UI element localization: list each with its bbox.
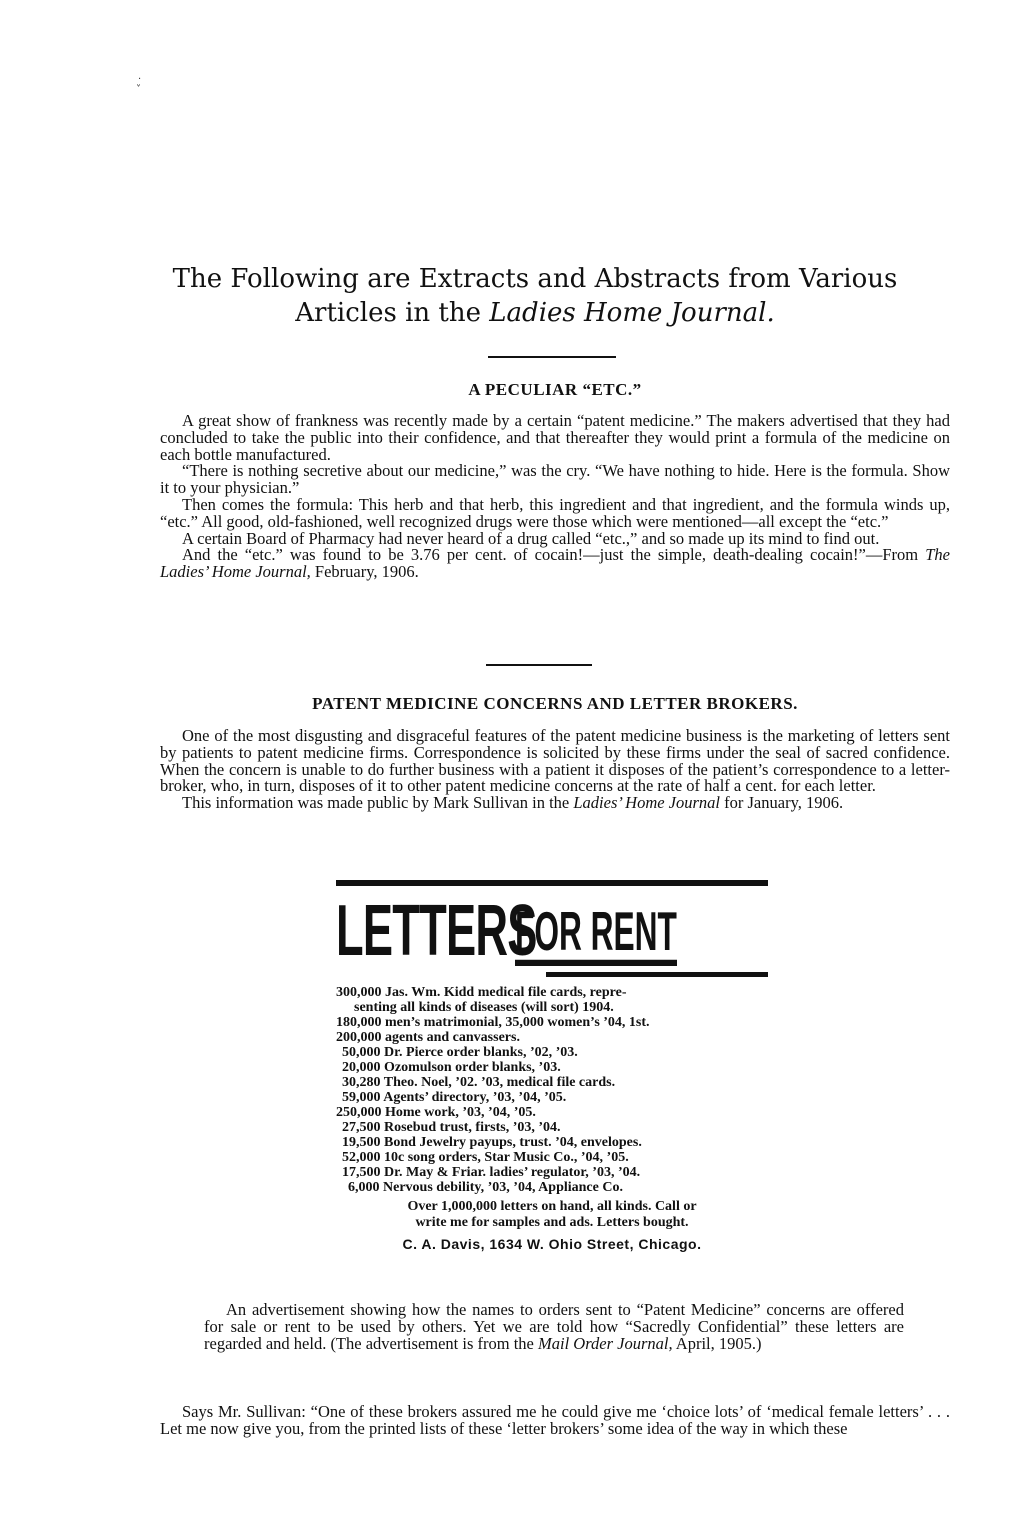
ad-note-line: write me for samples and ads. Letters bought. bbox=[415, 1215, 689, 1230]
section-2-text: This information was made public by Mark Sullivan in the bbox=[182, 793, 574, 813]
section-1-source: The Ladies’ Home Journal, bbox=[160, 545, 950, 582]
section-2-heading: PATENT MEDICINE CONCERNS AND LETTER BROKERS. bbox=[312, 694, 798, 713]
ad-list-item: 200,000 agents and canvassers. bbox=[336, 1030, 520, 1045]
title-journal-name: Ladies Home Journal. bbox=[489, 298, 775, 328]
ad-address: C. A. Davis, 1634 W. Ohio Street, Chicago. bbox=[402, 1236, 702, 1252]
ad-caption-text: An advertisement showing how the names to orders sent to “Patent Medicine” concerns are offered for sale or rent to be used by others. Yet we are told how “Sacredly Confidential” these letters are regarded and held. (The advertisement is from the bbox=[204, 1300, 904, 1353]
ad-list-item: 52,000 10c song orders, Star Music Co., ’04, ’05. bbox=[342, 1150, 629, 1165]
ad-caption bbox=[204, 1302, 904, 1352]
ad-list-item: senting all kinds of diseases (will sort) 1904. bbox=[354, 1000, 614, 1015]
section-2-body bbox=[160, 728, 950, 812]
section-divider bbox=[486, 664, 592, 666]
ad-list-item: 27,500 Rosebud trust, firsts, ’03, ’04. bbox=[342, 1120, 561, 1135]
ad-list-item: 6,000 Nervous debility, ’03, ’04, Appliance Co. bbox=[348, 1180, 623, 1195]
section-1-paragraph: Then comes the formula: This herb and that herb, this ingredient and that ingredient, and the formula winds up, “etc.” All good, old-fashioned, well recognized drugs were those which were mentioned—all except the “etc.” bbox=[160, 494, 950, 531]
ad-list-item: 300,000 Jas. Wm. Kidd medical file cards, repre- bbox=[336, 985, 627, 1000]
section-1-last-text: And the “etc.” was found to be 3.76 per cent. of cocain!—just the simple, death-dealing cocain!”—From bbox=[182, 545, 926, 565]
section-1-paragraph: “There is nothing secretive about our medicine,” was the cry. “We have nothing to hide. Here is the formula. Show it to your physician.” bbox=[160, 461, 950, 498]
ad-list-item: 30,280 Theo. Noel, ’02. ’03, medical file cards. bbox=[342, 1075, 616, 1090]
page-speck: · bbox=[138, 74, 142, 85]
ad-caption-source: Mail Order Journal, bbox=[538, 1333, 673, 1353]
ad-list-item: 59,000 Agents’ directory, ’03, ’04, ’05. bbox=[342, 1090, 567, 1105]
ad-list bbox=[336, 985, 768, 1195]
title-line-1: The Following are Extracts and Abstracts from Various bbox=[172, 264, 898, 294]
document-title bbox=[140, 262, 930, 330]
section-2-paragraph bbox=[160, 795, 950, 812]
section-1-heading: A PECULIAR “ETC.” bbox=[468, 380, 642, 399]
ad-underline-bar bbox=[546, 972, 768, 977]
ad-list-item: 50,000 Dr. Pierce order blanks, ’02, ’03. bbox=[342, 1045, 578, 1060]
page-speck: ˅ bbox=[136, 84, 141, 95]
section-1-date: February, 1906. bbox=[310, 562, 419, 582]
title-line-2-text: Articles in the bbox=[295, 298, 490, 328]
ad-list-item: 180,000 men’s matrimonial, 35,000 women’s ’04, 1st. bbox=[336, 1015, 650, 1030]
section-divider bbox=[488, 356, 616, 358]
ad-caption-date: April, 1905.) bbox=[672, 1333, 762, 1353]
letters-for-rent-advertisement bbox=[336, 880, 768, 1252]
ad-note bbox=[336, 1199, 768, 1231]
ad-headline bbox=[336, 889, 768, 971]
section-2-paragraph: One of the most disgusting and disgraceful features of the patent medicine business is the marketing of letters sent by patients to patent medicine firms. Correspondence is solicited by these firms under the seal of sacred confidence. When the concern is unable to do further business with a patient it disposes of the patient’s correspondence to a letter-broker, who, in turn, disposes of it to other patent medicine concerns at the rate of half a cent. for each letter. bbox=[160, 726, 950, 796]
ad-headline-letters: LETTERS bbox=[336, 889, 537, 971]
title-line-2 bbox=[140, 296, 930, 330]
closing-paragraph-text: Says Mr. Sullivan: “One of these brokers assured me he could give me ‘choice lots’ of ‘medical female letters’ . . . Let me now give you, from the printed lists of these ‘letter brokers’ some idea of the way in which these bbox=[160, 1402, 950, 1438]
ad-top-bar bbox=[336, 880, 768, 886]
ad-list-item: 250,000 Home work, ’03, ’04, ’05. bbox=[336, 1105, 536, 1120]
ad-note-line: Over 1,000,000 letters on hand, all kinds. Call or bbox=[407, 1199, 697, 1214]
section-1-paragraph: A certain Board of Pharmacy had never heard of a drug called “etc.,” and so made up its mind to find out. bbox=[182, 528, 880, 548]
section-1-last-paragraph bbox=[160, 547, 950, 581]
closing-paragraph bbox=[160, 1404, 950, 1438]
ad-list-item: 20,000 Ozomulson order blanks, ’03. bbox=[342, 1060, 561, 1075]
section-2-journal: Ladies’ Home Journal bbox=[573, 793, 721, 813]
section-2-date: for January, 1906. bbox=[720, 793, 844, 813]
ad-caption-paragraph bbox=[204, 1302, 904, 1352]
ad-headline-for-rent: FOR RENT bbox=[515, 905, 677, 966]
ad-list-item: 19,500 Bond Jewelry payups, trust. ’04, envelopes. bbox=[342, 1135, 642, 1150]
ad-list-item: 17,500 Dr. May & Friar. ladies’ regulator, ’03, ’04. bbox=[342, 1165, 641, 1180]
section-1-body bbox=[160, 413, 950, 581]
section-1-paragraph: A great show of frankness was recently made by a certain “patent medicine.” The makers advertised that they had concluded to take the public into their confidence, and that thereafter they would print a formula of the medicine on each bottle manufactured. bbox=[160, 411, 950, 464]
